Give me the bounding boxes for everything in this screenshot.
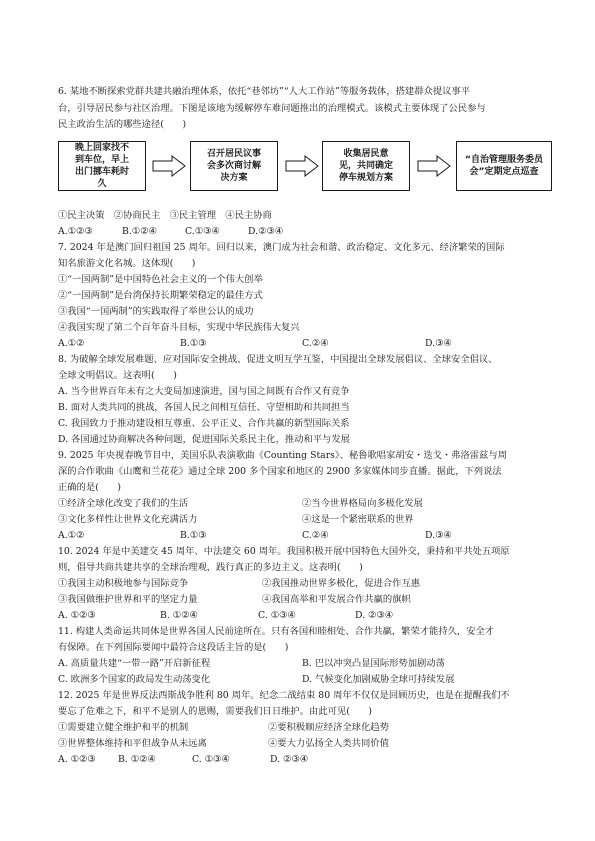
arrow-right-icon (152, 155, 186, 177)
q12-item-1: ①需要建立健全维护和平的机制 (58, 722, 189, 733)
q6-option-d[interactable]: D.②③④ (248, 226, 284, 237)
q9-option-c[interactable]: C.②④ (302, 530, 329, 541)
q8-option-b[interactable]: B. 面对人类共同的挑战，各国人民之间相互信任、守望相助和共同担当 (58, 402, 350, 413)
q8-option-c[interactable]: C. 我国致力于推动建设相互尊重、公平正义、合作共赢的新型国际关系 (58, 418, 350, 429)
q8-stem-line-1: 8. 为破解全球发展难题、应对国际安全挑战、促进文明互学互鉴，中国提出全球发展倡议、全球安全倡议、 (58, 354, 498, 365)
q8-stem-line-2: 全球文明倡议。这表明( ) (58, 370, 177, 381)
q12-option-c[interactable]: C. ①③④ (192, 754, 230, 765)
q9-option-b[interactable]: B.①③ (180, 530, 207, 541)
q9-item-3: ③文化多样性让世界文化充满活力 (58, 514, 198, 525)
q9-stem-line-2: 深的合作歌曲《山鹰和兰花花》通过全球 200 多个国家和地区的 2900 多家媒体同步直播。据此，下列说法 (58, 466, 502, 477)
q9-item-2: ②当今世界格局向多极化发展 (302, 498, 423, 509)
q9-option-d[interactable]: D.③④ (425, 530, 452, 541)
q11-stem-line-2: 有保障。在下列国际要闻中最符合这段话主旨的是( ) (58, 642, 289, 653)
q7-option-b[interactable]: B.①③ (180, 338, 207, 349)
q10-stem-line-2: 则，倡导共商共建共享的全球治理观，践行真正的多边主义。这表明( ) (58, 562, 363, 573)
q9-option-a[interactable]: A.①② (58, 530, 85, 541)
q10-stem-line-1: 10. 2024 年是中美建交 45 周年、中法建交 60 周年。我国积极开展中国特色大国外交，秉持和平共处五项原 (58, 546, 510, 557)
q12-stem-line-2: 要忘了危难之下，和平不是别人的恩赐，需要我们日日维护。由此可见( ) (58, 706, 373, 717)
flow-box-problem-text: 晚上回家找不到车位，早上出门挪车耗时久 (74, 143, 129, 189)
arrow-right-icon (417, 155, 451, 177)
q12-option-b[interactable]: B. ①②④ (118, 754, 156, 765)
q12-option-a[interactable]: A. ①②③ (58, 754, 96, 765)
q11-option-d[interactable]: D. 气候变化加剧威胁全球可持续发展 (302, 674, 455, 685)
q6-stem-line-1: 6. 某地不断探索党群共建共融治理体系，依托“巷邻坊”“人大工作站”等服务载体，搭建群众提议事平 (58, 86, 471, 97)
q12-option-d[interactable]: D. ②③④ (270, 754, 309, 765)
q6-stem-line-2: 台，引导居民参与社区治理。下图是该地为缓解停车难问题推出的治理模式。该模式主要体现了公民参与 (58, 103, 486, 114)
q12-item-3: ③世界整体维持和平但战争从未远离 (58, 738, 207, 749)
flow-box-problem (58, 141, 146, 191)
q9-item-1: ①经济全球化改变了我们的生活 (58, 498, 189, 509)
q11-option-b[interactable]: B. 巴以冲突凸显国际形势加剧动荡 (302, 658, 445, 669)
q7-stem-line-1: 7. 2024 年是澳门回归祖国 25 周年。回归以来，澳门成为社会和谐、政治稳定、文化多元、经济繁荣的国际 (58, 242, 505, 253)
q7-option-a[interactable]: A.①② (58, 338, 85, 349)
q8-option-d[interactable]: D. 各国通过协商解决各种问题，促进国际关系民主化，推动和平与发展 (58, 434, 350, 445)
flow-box-planning-text: 收集居民意见，共同确定停车规划方案 (338, 149, 393, 183)
flow-box-discussion (190, 141, 278, 191)
q12-stem-line-1: 12. 2025 年是世界反法西斯战争胜利 80 周年。纪念二战结束 80 周年不仅仅是回顾历史，也是在提醒我们不 (58, 690, 510, 701)
q7-option-c[interactable]: C.②④ (302, 338, 329, 349)
q7-item-3: ③我国“一国两制”的实践取得了举世公认的成功 (58, 306, 254, 317)
q9-item-4: ④这是一个紧密联系的世界 (302, 514, 414, 525)
q7-item-2: ②“一国两制”是台湾保持长期繁荣稳定的最佳方式 (58, 290, 263, 301)
q7-option-d[interactable]: D.③④ (425, 338, 452, 349)
q10-option-c[interactable]: C. ①③④ (258, 610, 296, 621)
q7-item-1: ①“一国两制”是中国特色社会主义的一个伟大创举 (58, 274, 263, 285)
q6-stem-line-3: 民主政治生活的哪些途径( ) (58, 119, 187, 130)
q12-item-2: ②要积极顺应经济全球化趋势 (268, 722, 389, 733)
arrow-right-icon (285, 155, 319, 177)
q10-option-a[interactable]: A. ①②③ (58, 610, 96, 621)
flow-box-planning (322, 141, 410, 191)
q10-option-b[interactable]: B. ①②④ (160, 610, 198, 621)
flow-box-discussion-text: 召开居民议事会多次商讨解决方案 (206, 149, 261, 183)
q10-item-1: ①我国主动积极地参与国际竞争 (58, 578, 189, 589)
q6-option-b[interactable]: B.①②④ (122, 226, 157, 237)
flow-box-patrol-text: “自治管理服务委员会”定期定点巡查 (465, 155, 543, 177)
q8-option-a[interactable]: A. 当今世界百年未有之大变局加速演进，国与国之间既有合作又有竞争 (58, 386, 350, 397)
q6-option-a[interactable]: A.①②③ (58, 226, 93, 237)
q7-item-4: ④我国实现了第二个百年奋斗目标，实现中华民族伟大复兴 (58, 322, 300, 333)
q10-item-4: ④我国高举和平发展合作共赢的旗帜 (262, 594, 411, 605)
q10-item-2: ②我国推动世界多极化，促进合作互惠 (262, 578, 421, 589)
flow-box-patrol (456, 141, 552, 191)
q6-option-c[interactable]: C.①③④ (185, 226, 220, 237)
q6-flow-diagram (58, 141, 552, 196)
q11-option-a[interactable]: A. 高质量共建“一带一路”开启新征程 (58, 658, 211, 669)
q10-item-3: ③我国做维护世界和平的坚定力量 (58, 594, 198, 605)
q6-items: ①民主决策 ②协商民主 ③民主管理 ④民主协商 (58, 210, 272, 221)
q7-stem-line-2: 知名旅游文化名城。这体现( ) (58, 258, 196, 269)
q10-option-d[interactable]: D. ②③④ (355, 610, 394, 621)
q12-item-4: ④要大力弘扬全人类共同价值 (268, 738, 389, 749)
q11-option-c[interactable]: C. 欧洲多个国家的政局发生动荡变化 (58, 674, 211, 685)
q9-stem-line-3: 正确的是( ) (58, 482, 122, 493)
q9-stem-line-1: 9. 2025 年央视春晚节目中，美国乐队表演歌曲《Counting Stars》、秘鲁歌唱家胡安・迭戈・弗洛雷兹与周 (58, 450, 507, 461)
q11-stem-line-1: 11. 构建人类命运共同体是世界各国人民前途所在。只有各国和睦相处、合作共赢，繁荣才能持久，安全才 (58, 626, 495, 637)
